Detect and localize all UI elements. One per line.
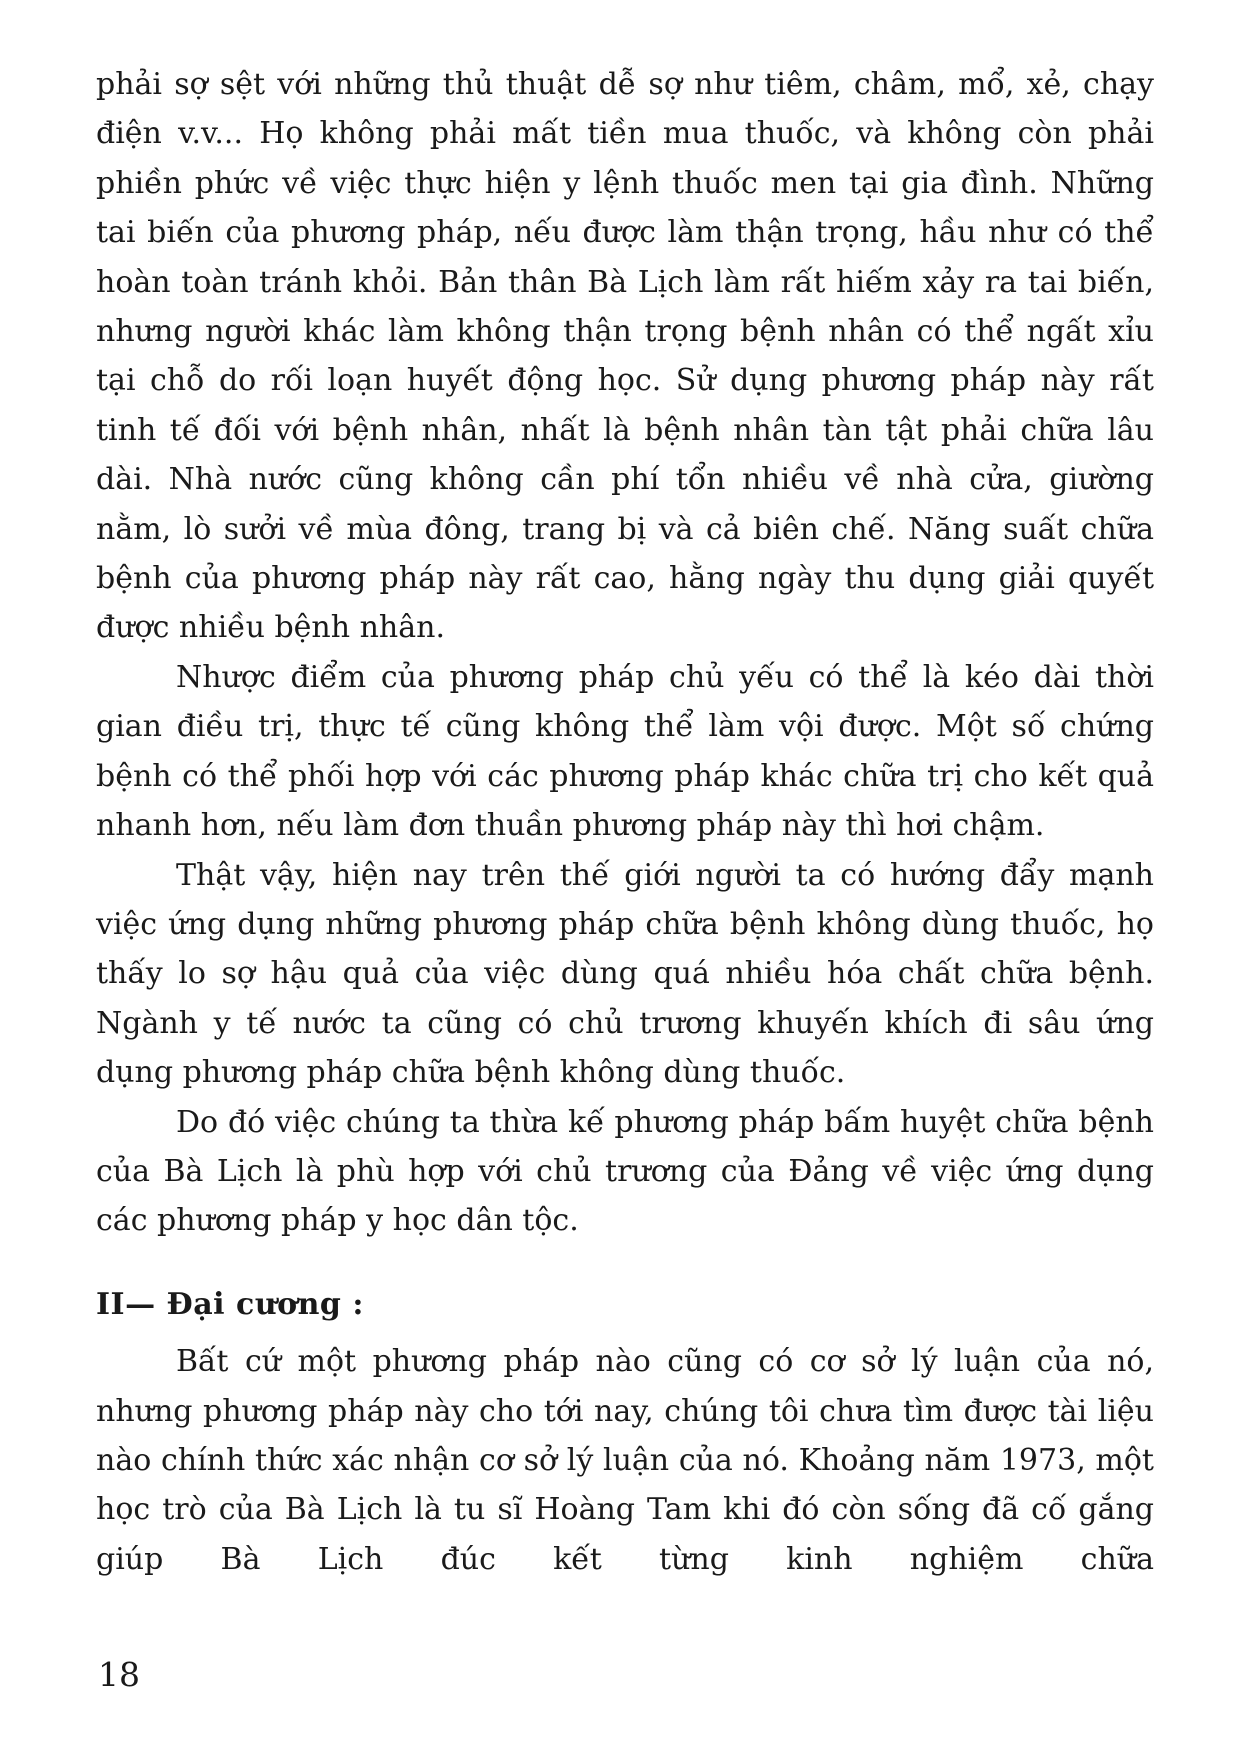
paragraph-drawbacks: Nhược điểm của phương pháp chủ yếu có thể là kéo dài thời gian điều trị, thực tế cũng không thể làm vội được. Một số chứng bệnh có thể phối hợp với các phương pháp khác chữa trị cho kết quả nhanh hơn, nếu làm đơn thuần phương pháp này thì hơi chậm. <box>96 659 1154 844</box>
page-number: 18 <box>98 1655 140 1694</box>
paragraph-world-trend: Thật vậy, hiện nay trên thế giới người ta có hướng đẩy mạnh việc ứng dụng những phương pháp chữa bệnh không dùng thuốc, họ thấy lo sợ hậu quả của việc dùng quá nhiều hóa chất chữa bệnh. Ngành y tế nước ta cũng có chủ trương khuyến khích đi sâu ứng dụng phương pháp chữa bệnh không dùng thuốc. <box>96 857 1154 1091</box>
section-heading: II— Đại cương : <box>96 1286 364 1322</box>
paragraph-general-overview: Bất cứ một phương pháp nào cũng có cơ sở lý luận của nó, nhưng phương pháp này cho tới nay, chúng tôi chưa tìm được tài liệu nào chính thức xác nhận cơ sở lý luận của nó. Khoảng năm 1973, một học trò của Bà Lịch là tu sĩ Hoàng Tam khi đó còn sống đã cố gắng giúp Bà Lịch đúc kết từng kinh nghiệm chữa <box>96 1344 1154 1577</box>
paragraph-conclusion: Do đó việc chúng ta thừa kế phương pháp bấm huyệt chữa bệnh của Bà Lịch là phù hợp với chủ trương của Đảng về việc ứng dụng các phương pháp y học dân tộc. <box>96 1104 1154 1239</box>
paragraph-benefits: phải sợ sệt với những thủ thuật dễ sợ như tiêm, châm, mổ, xẻ, chạy điện v.v... Họ không phải mất tiền mua thuốc, và không còn phải phiền phức về việc thực hiện y lệnh thuốc men tại gia đình. Những tai biến của phương pháp, nếu được làm thận trọng, hầu như có thể hoàn toàn tránh khỏi. Bản thân Bà Lịch làm rất hiếm xảy ra tai biến, nhưng người khác làm không thận trọng bệnh nhân có thể ngất xỉu tại chỗ do rối loạn huyết động học. Sử dụng phương pháp này rất tinh tế đối với bệnh nhân, nhất là bệnh nhân tàn tật phải chữa lâu dài. Nhà nước cũng không cần phí tổn nhiều về nhà cửa, giường nằm, lò sưởi về mùa đông, trang bị và cả biên chế. Năng suất chữa bệnh của phương pháp này rất cao, hằng ngày thu dụng giải quyết được nhiều bệnh nhân. <box>96 67 1154 646</box>
document-page <box>96 60 1154 1660</box>
